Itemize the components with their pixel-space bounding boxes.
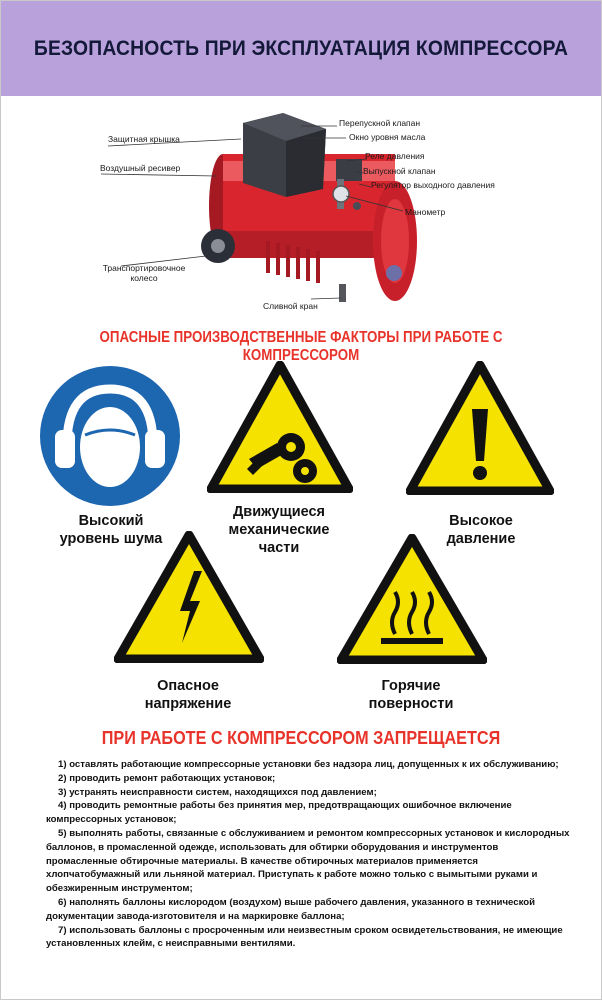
prohibitions-heading: ПРИ РАБОТЕ С КОМПРЕССОРОМ ЗАПРЕЩАЕТСЯ <box>101 728 501 748</box>
moving-parts-icon <box>207 361 353 493</box>
hazards-heading: ОПАСНЫЕ ПРОИЗВОДСТВЕННЫЕ ФАКТОРЫ ПРИ РАБОТЕ С КОМПРЕССОРОМ <box>99 329 503 364</box>
page-title: БЕЗОПАСНОСТЬ ПРИ ЭКСПЛУАТАЦИЯ КОМПРЕССОРА <box>33 37 569 60</box>
list-item: 5) выполнять работы, связанные с обслуживанием и ремонтом компрессорных установок и кислородных баллонов, в промасленной одежде, использовать для обтирки оборудования и инструментов промасленные обтирочные материалы. В качестве обтирочных материалов применяется хлопчатобумажный или льняной материал. Приступать к работе можно только с вымытыми руками и обезжиренным инструментом; <box>46 827 570 895</box>
callout-bypass-valve: Перепускной клапан <box>339 118 421 128</box>
callout-transport-wheel: Транспортировочное колесо <box>102 263 186 283</box>
hazard-label-hot-surface: Горячие поверности <box>368 678 454 712</box>
hazard-label-moving-parts: Движущиеся механические части <box>228 504 330 556</box>
list-item: 2) проводить ремонт работающих установок; <box>58 772 276 784</box>
hazard-label-high-pressure: Высокое давление <box>446 513 516 547</box>
callout-manometer: Манометр <box>405 207 446 217</box>
hazard-label-noise: Высокий уровень шума <box>59 513 163 547</box>
callout-outlet-valve: Выпускной клапан <box>363 166 436 176</box>
callout-air-receiver: Воздушный ресивер <box>100 163 181 173</box>
callout-drain-valve: Сливной кран <box>263 301 318 311</box>
ear-protection-icon <box>39 365 181 507</box>
exclamation-icon <box>406 361 554 495</box>
list-item: 1) оставлять работающие компрессорные установки без надзора лиц, допущенных к их обслуживанию; <box>58 759 559 770</box>
list-item: 6) наполнять баллоны кислородом (воздухом) выше рабочего давления, указанного в технической документации завода-изготовителя и на маркировке баллона; <box>46 896 535 922</box>
hazard-label-voltage: Опасное напряжение <box>144 678 232 712</box>
hot-surface-icon <box>337 534 487 664</box>
callout-pressure-regulator: Регулятор выходного давления <box>371 180 495 190</box>
list-item: 3) устранять неисправности систем, находящихся под давлением; <box>58 786 377 798</box>
list-item: 4) проводить ремонтные работы без принятия мер, предотвращающих ошибочное включение компрессорных установок; <box>46 800 512 826</box>
callout-oil-window: Окно уровня масла <box>349 132 426 142</box>
callout-protective-cover: Защитная крышка <box>108 134 180 144</box>
prohibitions-list <box>46 758 571 951</box>
header-band <box>1 1 601 96</box>
compressor-diagram <box>1 96 601 321</box>
list-item: 7) использовать баллоны с просроченным или неизвестным сроком освидетельствования, не имеющие установленных клейм, с неисправными вентилями. <box>46 924 563 950</box>
callout-pressure-relay: Реле давления <box>365 151 425 161</box>
